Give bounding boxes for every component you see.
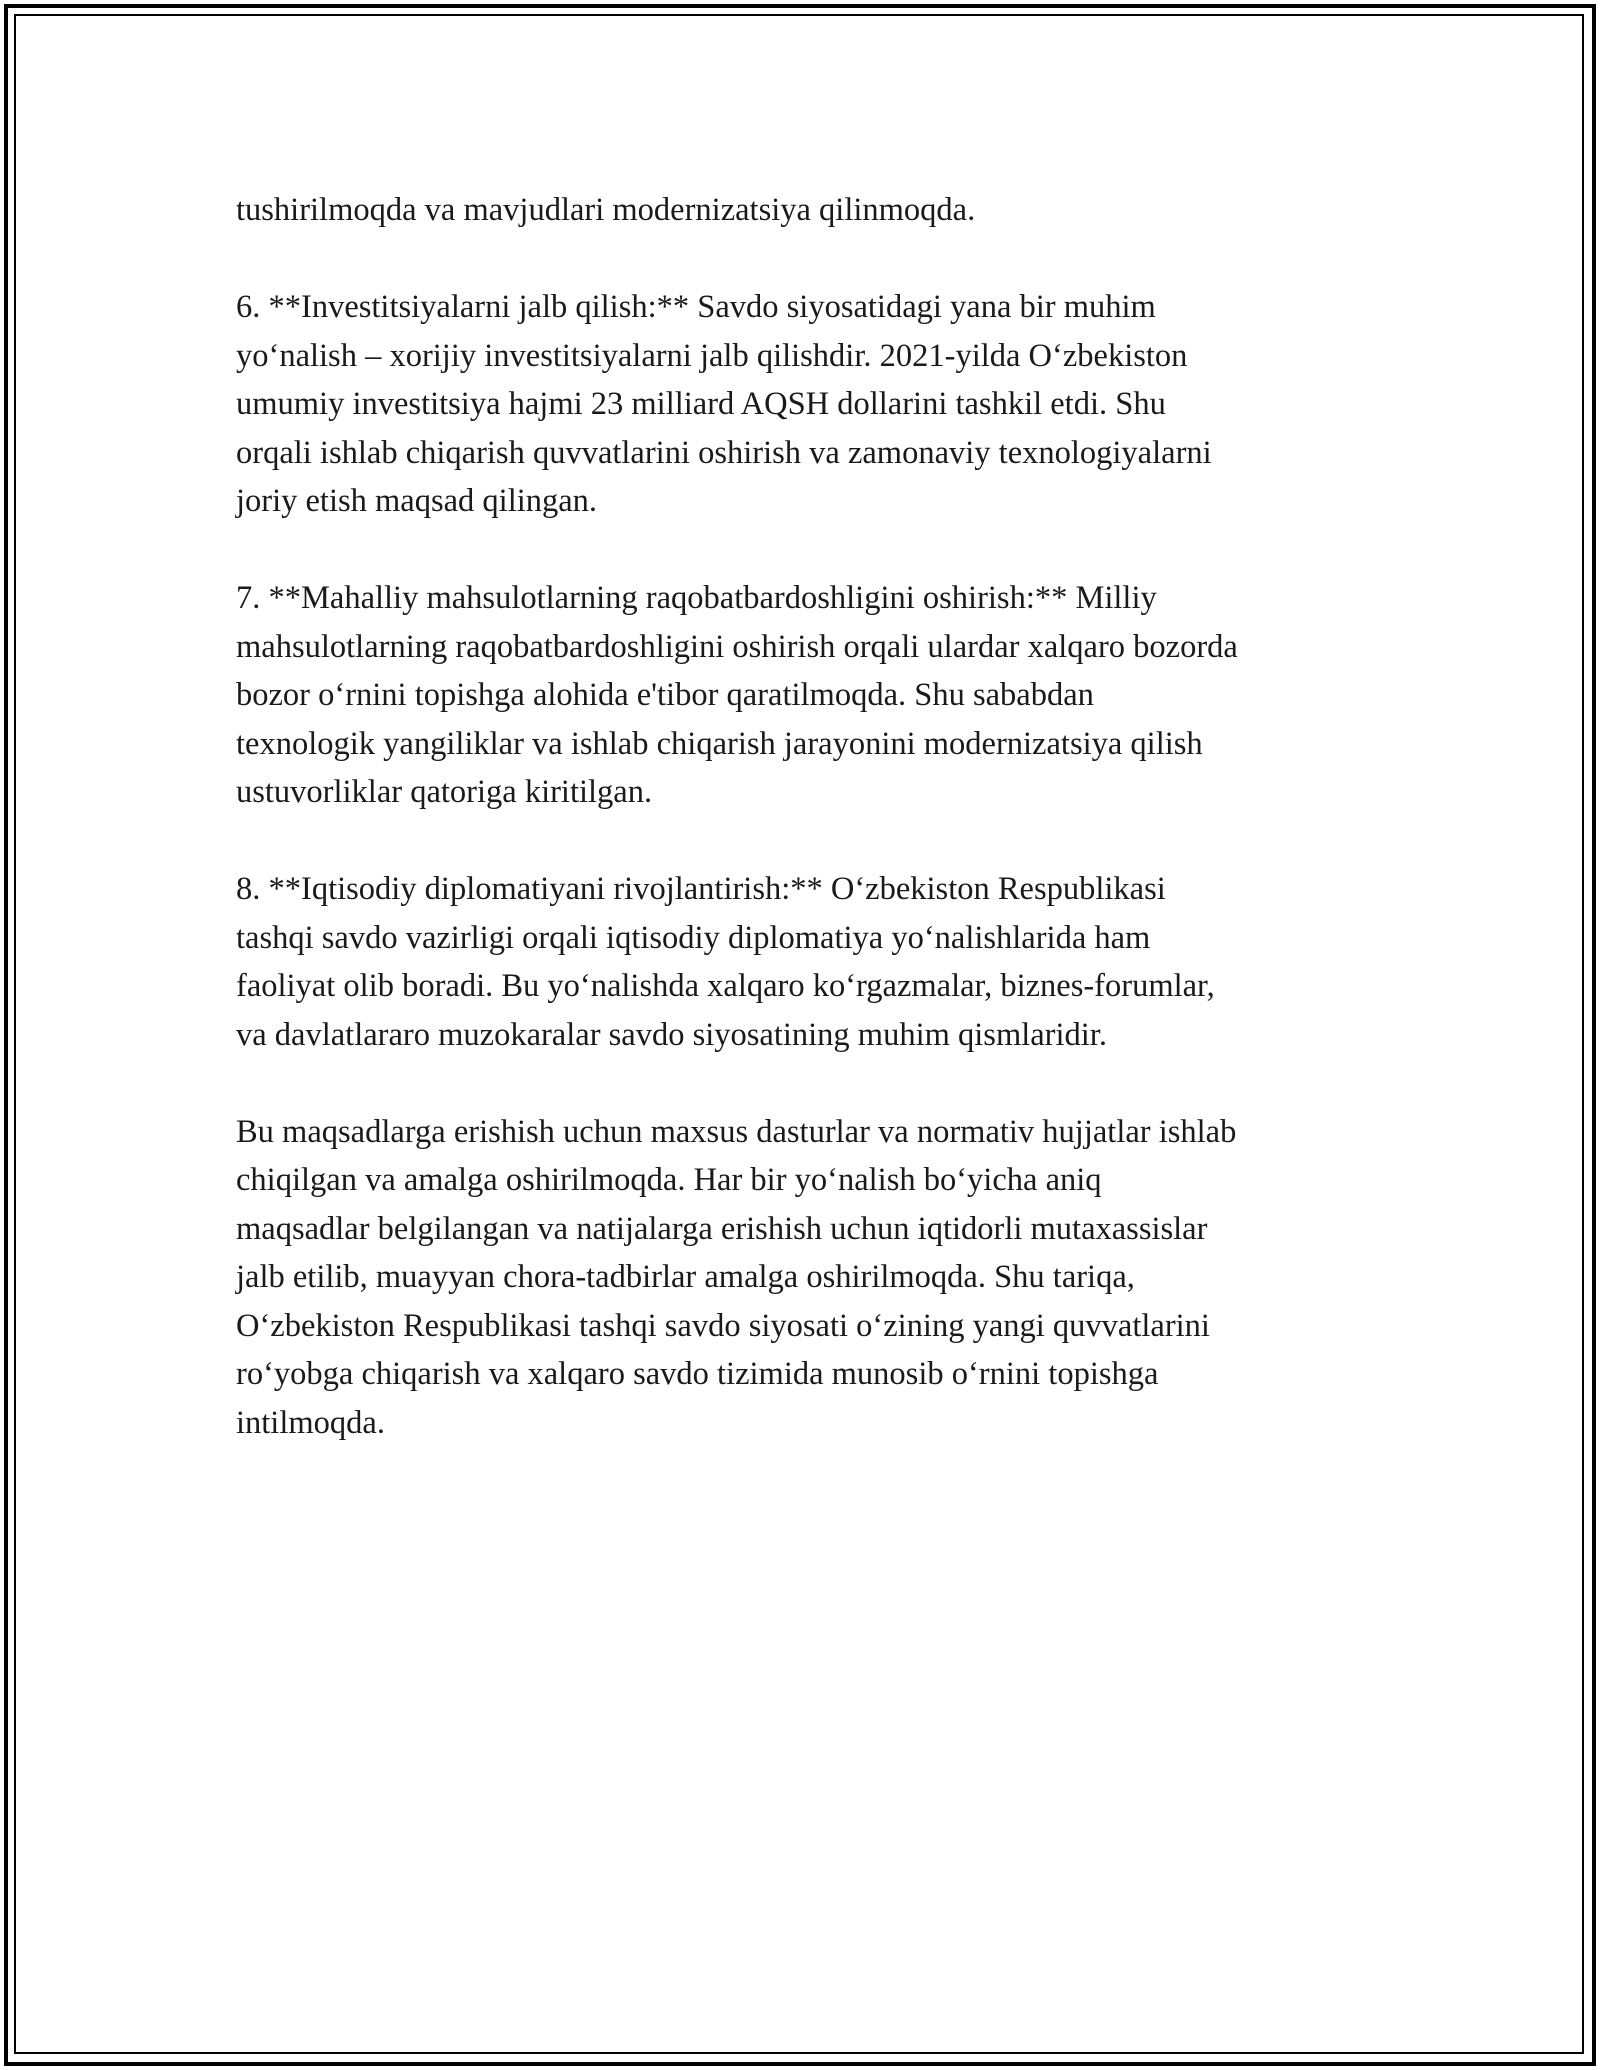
paragraph-continuation: tushirilmoqda va mavjudlari modernizatsiya qilinmoqda. <box>236 192 976 228</box>
paragraph-item-6-investments: 6. **Investitsiyalarni jalb qilish:** Savdo siyosatidagi yana bir muhim yo‘nalish – xorijiy investitsiyalarni jalb qilishdir. 2021-yilda O‘zbekiston umumiy investitsiya hajmi 23 milliard AQSH dollarini tashkil etdi. Shu orqali ishlab chiqarish quvvatlarini oshirish va zamonaviy texnologiyalarni joriy etish maqsad qilingan. <box>236 289 1212 519</box>
paragraph-conclusion: Bu maqsadlarga erishish uchun maxsus dasturlar va normativ hujjatlar ishlab chiqilgan va amalga oshirilmoqda. Har bir yo‘nalish bo‘yicha aniq maqsadlar belgilangan va natijalarga erishish uchun iqtidorli mutaxassislar jalb etilib, muayyan chora-tadbirlar amalga oshirilmoqda. Shu tariqa, O‘zbekiston Respublikasi tashqi savdo siyosati o‘zining yangi quvvatlarini ro‘yobga chiqarish va xalqaro savdo tizimida munosib o‘rnini topishga intilmoqda. <box>236 1113 1237 1441</box>
paragraph-item-7-competitiveness: 7. **Mahalliy mahsulotlarning raqobatbardoshligini oshirish:** Milliy mahsulotlarning raqobatbardoshligini oshirish orqali ulardar xalqaro bozorda bozor o‘rnini topishga alohida e'tibor qaratilmoqda. Shu sababdan texnologik yangiliklar va ishlab chiqarish jarayonini modernizatsiya qilish ustuvorliklar qatoriga kiritilgan. <box>236 580 1238 810</box>
paragraph-item-8-diplomacy: 8. **Iqtisodiy diplomatiyani rivojlantirish:** O‘zbekiston Respublikasi tashqi savdo vazirligi orqali iqtisodiy diplomatiya yo‘nalishlarida ham faoliyat olib boradi. Bu yo‘nalishda xalqaro ko‘rgazmalar, biznes-forumlar, va davlatlararo muzokaralar savdo siyosatining muhim qismlaridir. <box>236 871 1215 1053</box>
document-body <box>236 186 1376 1447</box>
